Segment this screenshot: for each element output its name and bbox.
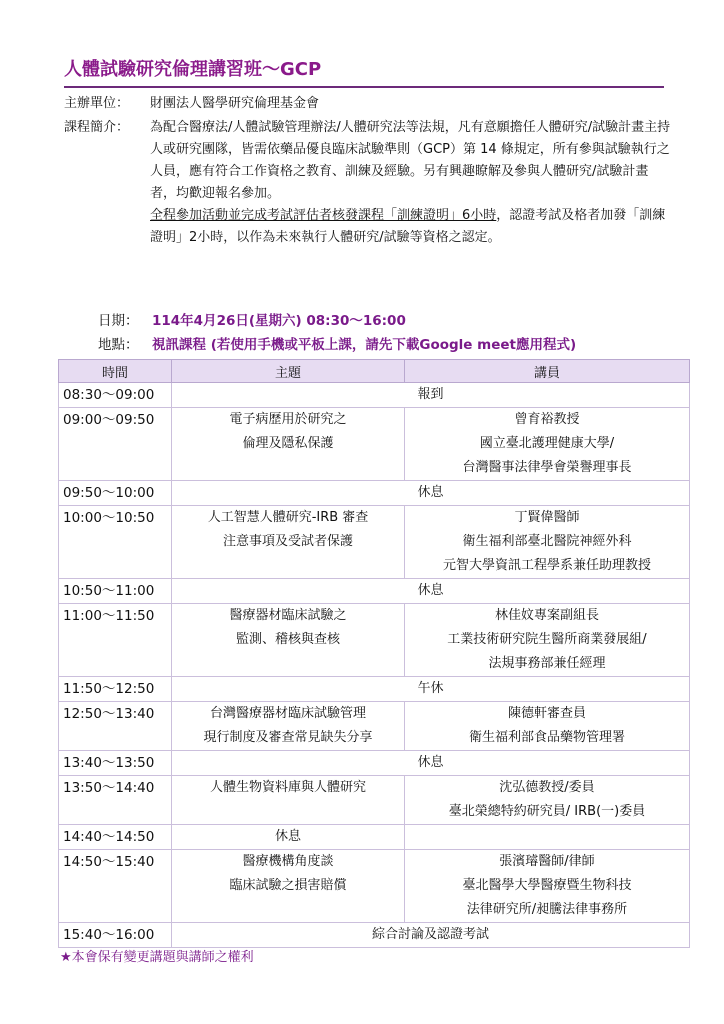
intro-text <box>150 117 674 249</box>
time-cell: 12:50～13:40 <box>59 702 172 751</box>
intro-label: 課程簡介： <box>64 120 130 135</box>
topic-line: 倫理及隱私保護 <box>242 436 334 451</box>
header-speaker: 講員 <box>405 360 690 383</box>
speaker-cell <box>405 776 690 825</box>
topic-cell <box>172 408 405 481</box>
location-row <box>98 334 576 356</box>
speaker-line: 元智大學資訊工程學系兼任助理教授 <box>442 558 651 573</box>
time-cell: 13:50～14:40 <box>59 776 172 825</box>
topic-line: 臨床試驗之損害賠償 <box>229 878 347 893</box>
table-row <box>59 408 690 481</box>
topic-cell <box>172 506 405 579</box>
topic-cell <box>172 850 405 923</box>
time-cell: 15:40～16:00 <box>59 923 172 948</box>
time-cell: 08:30～09:00 <box>59 383 172 408</box>
page-title: 人體試驗研究倫理講習班～GCP <box>64 58 664 88</box>
speaker-line: 法律研究所/昶騰法律事務所 <box>466 902 628 917</box>
topic-cell <box>172 604 405 677</box>
session-note-cell: 午休 <box>172 677 690 702</box>
topic-line: 人體生物資料庫與人體研究 <box>209 780 366 795</box>
topic-line: 台灣醫療器材臨床試驗管理 <box>209 706 366 721</box>
table-row <box>59 825 690 850</box>
speaker-line: 曾育裕教授 <box>514 412 580 427</box>
table-row <box>59 776 690 825</box>
header-time: 時間 <box>59 360 172 383</box>
speaker-line: 法規事務部兼任經理 <box>488 656 606 671</box>
table-row <box>59 751 690 776</box>
session-note-cell: 休息 <box>172 481 690 506</box>
speaker-cell <box>405 506 690 579</box>
time-cell: 11:00～11:50 <box>59 604 172 677</box>
speaker-cell <box>405 408 690 481</box>
time-cell: 14:50～15:40 <box>59 850 172 923</box>
certificate-note: ，認證考試及格者加發「訓練證明」2小時，以作為未來執行人體研究/試驗等資格之認定。 <box>150 208 666 245</box>
intro-paragraph-2 <box>150 205 674 249</box>
speaker-line: 台灣醫事法律學會榮譽理事長 <box>462 460 632 475</box>
header-topic: 主題 <box>172 360 405 383</box>
topic-line: 休息 <box>274 829 301 844</box>
session-note-cell: 綜合討論及認證考試 <box>172 923 690 948</box>
topic-cell <box>172 825 405 850</box>
organizer-value: 財團法人醫學研究倫理基金會 <box>150 96 320 111</box>
date-row <box>98 310 406 332</box>
schedule-table <box>58 359 690 948</box>
speaker-line: 工業技術研究院生醫所商業發展組/ <box>447 632 647 647</box>
table-row <box>59 481 690 506</box>
time-cell: 10:50～11:00 <box>59 579 172 604</box>
speaker-line: 丁賢偉醫師 <box>514 510 580 525</box>
location-label: 地點： <box>98 337 139 353</box>
speaker-cell <box>405 825 690 850</box>
topic-line: 電子病歷用於研究之 <box>229 412 347 427</box>
speaker-cell <box>405 604 690 677</box>
date-value: 114年4月26日(星期六) 08:30～16:00 <box>152 313 406 329</box>
time-cell: 14:40～14:50 <box>59 825 172 850</box>
topic-line: 醫療機構角度談 <box>242 854 334 869</box>
speaker-line: 衛生福利部食品藥物管理署 <box>468 730 625 745</box>
time-cell: 09:50～10:00 <box>59 481 172 506</box>
time-cell: 13:40～13:50 <box>59 751 172 776</box>
organizer-row <box>64 93 674 115</box>
speaker-cell <box>405 702 690 751</box>
table-row <box>59 383 690 408</box>
topic-line: 現行制度及審查常見缺失分享 <box>203 730 373 745</box>
table-row <box>59 604 690 677</box>
location-value: 視訊課程 (若使用手機或平板上課，請先下載Google meet應用程式) <box>152 337 577 353</box>
session-note-cell: 報到 <box>172 383 690 408</box>
organizer-label: 主辦單位： <box>64 96 130 111</box>
intro-row <box>64 117 674 249</box>
table-row <box>59 579 690 604</box>
time-cell: 10:00～10:50 <box>59 506 172 579</box>
speaker-line: 張濱璿醫師/律師 <box>499 854 595 869</box>
speaker-cell <box>405 850 690 923</box>
table-row <box>59 923 690 948</box>
table-row <box>59 702 690 751</box>
session-note-cell: 休息 <box>172 751 690 776</box>
time-cell: 09:00～09:50 <box>59 408 172 481</box>
table-row <box>59 677 690 702</box>
topic-cell <box>172 776 405 825</box>
topic-line: 注意事項及受試者保護 <box>222 534 353 549</box>
table-row <box>59 506 690 579</box>
table-header-row <box>59 360 690 383</box>
course-info <box>64 93 674 249</box>
footnote: ★本會保有變更講題與講師之權利 <box>60 950 254 965</box>
topic-line: 監測、稽核與查核 <box>235 632 340 647</box>
schedule-body <box>59 383 690 948</box>
speaker-line: 臺北榮總特約研究員/ IRB(一)委員 <box>448 804 646 819</box>
speaker-line: 陳德軒審查員 <box>507 706 586 721</box>
topic-cell <box>172 702 405 751</box>
certificate-note-underlined: 全程參加活動並完成考試評估者核發課程「訓練證明」6小時 <box>150 208 497 223</box>
intro-paragraph-1: 為配合醫療法/人體試驗管理辦法/人體研究法等法規，凡有意願擔任人體研究/試驗計畫主持人或研究團隊，皆需依藥品優良臨床試驗準則（GCP）第 14 條規定，所有參與試驗執行之人員，應有符合工作資格之教育、訓練及經驗。另有興趣瞭解及參與人體研究/試驗計畫者，均歡迎報名參加。 <box>150 120 671 201</box>
topic-line: 醫療器材臨床試驗之 <box>229 608 347 623</box>
speaker-line: 國立臺北護理健康大學/ <box>479 436 615 451</box>
speaker-line: 衛生福利部臺北醫院神經外科 <box>462 534 632 549</box>
session-note-cell: 休息 <box>172 579 690 604</box>
speaker-line: 沈弘德教授/委員 <box>499 780 595 795</box>
speaker-line: 林佳妏專案副組長 <box>494 608 599 623</box>
date-label: 日期： <box>98 313 139 329</box>
time-cell: 11:50～12:50 <box>59 677 172 702</box>
speaker-line: 臺北醫學大學醫療暨生物科技 <box>462 878 632 893</box>
topic-line: 人工智慧人體研究-IRB 審查 <box>207 510 369 525</box>
table-row <box>59 850 690 923</box>
